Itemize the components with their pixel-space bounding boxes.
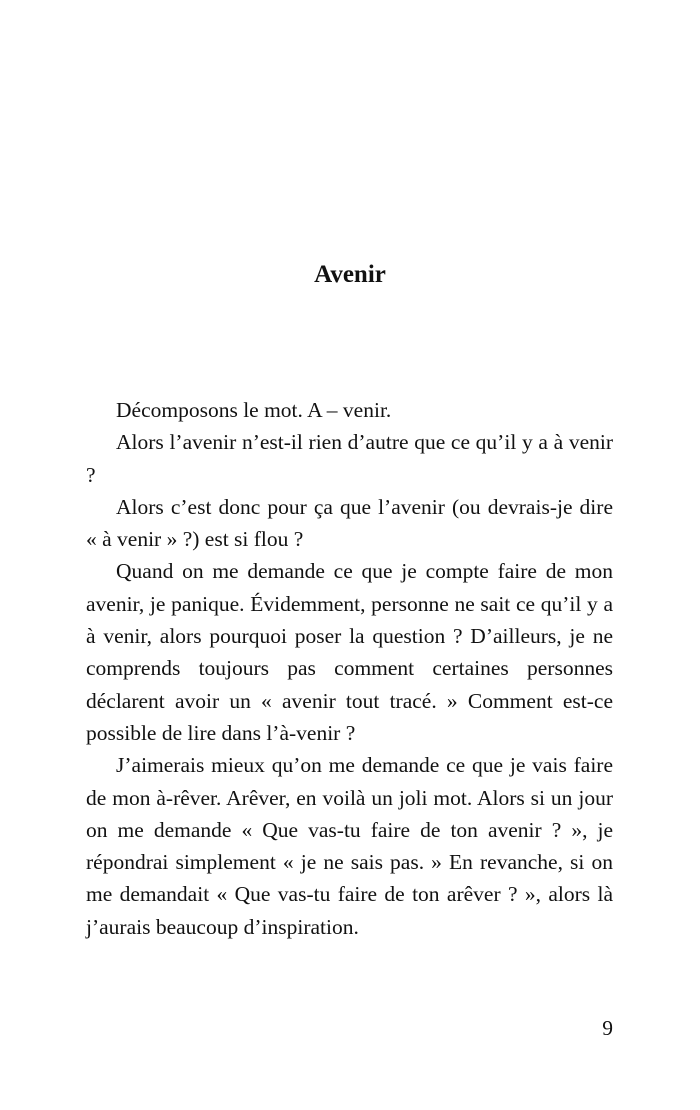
paragraph: J’aimerais mieux qu’on me demande ce que je vais faire de mon à-rêver. Arêver, en voilà un joli mot. Alors si un jour on me demande « Que vas-tu faire de ton avenir ? », je répondrai simplement « je ne sais pas. » En revanche, si on me demandait « Que vas-tu faire de ton arêver ? », alors là j’aurais beaucoup d’inspiration. bbox=[86, 753, 613, 939]
paragraph: Quand on me demande ce que je compte faire de mon avenir, je panique. Évidemment, personne ne sait ce qu’il y a à venir, alors pourquoi poser la question ? D’ailleurs, je ne comprends toujours pas comment certaines personnes déclarent avoir un « avenir tout tracé. » Comment est-ce possible de lire dans l’à-venir ? bbox=[86, 559, 613, 745]
paragraph: Alors l’avenir n’est-il rien d’autre que ce qu’il y a à venir ? bbox=[86, 430, 613, 487]
chapter-body bbox=[86, 394, 613, 943]
paragraph: Décomposons le mot. A – venir. bbox=[116, 398, 392, 422]
page-number: 9 bbox=[602, 1016, 613, 1040]
paragraph: Alors c’est donc pour ça que l’avenir (ou devrais-je dire « à venir » ?) est si flou ? bbox=[86, 494, 613, 552]
chapter-title: Avenir bbox=[314, 261, 386, 288]
